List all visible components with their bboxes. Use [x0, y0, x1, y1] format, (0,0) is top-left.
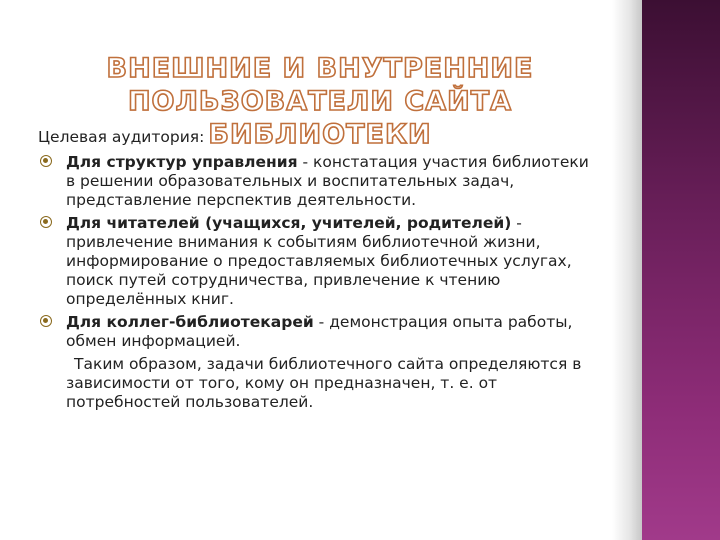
- decorative-side-bar: [642, 0, 720, 540]
- slide-shadow-edge: [612, 0, 642, 540]
- slide-title-line-2: ПОЛЬЗОВАТЕЛИ САЙТА БИБЛИОТЕКИ: [127, 86, 513, 150]
- slide-title-line-1: ВНЕШНИЕ И ВНУТРЕННИЕ: [106, 53, 534, 84]
- bullet-text: - констатация участия библиотеки в решении образовательных и воспитательных задач, представление перспектив деятельности.: [66, 153, 589, 209]
- bullet-text: - демонстрация опыта работы, обмен информацией.: [66, 313, 573, 350]
- bullet-lead: Для коллег-библиотекарей: [66, 313, 314, 331]
- conclusion-body: Таким образом, задачи библиотечного сайта определяются в зависимости от того, кому он предназначен, т. е. от потребностей пользователей.: [66, 355, 582, 411]
- bullet-circle-icon: [40, 155, 52, 167]
- bullet-item-readers: [38, 214, 598, 309]
- intro-text: Целевая аудитория:: [38, 128, 205, 146]
- bullet-circle-icon: [40, 216, 52, 228]
- bullet-circle-icon: [40, 315, 52, 327]
- bullet-lead: Для структур управления: [66, 153, 298, 171]
- bullet-lead: Для читателей (учащихся, учителей, родителей): [66, 214, 512, 232]
- bullet-item-management: [38, 153, 598, 210]
- bullet-text: - привлечение внимания к событиям библиотечной жизни, информирование о предоставляемых библиотечных услугах, поиск путей сотрудничества, привлечение к чтению определённых книг.: [66, 214, 572, 308]
- slide-body: [38, 128, 598, 412]
- conclusion-text: [66, 355, 598, 412]
- bullet-item-colleagues: [38, 313, 598, 351]
